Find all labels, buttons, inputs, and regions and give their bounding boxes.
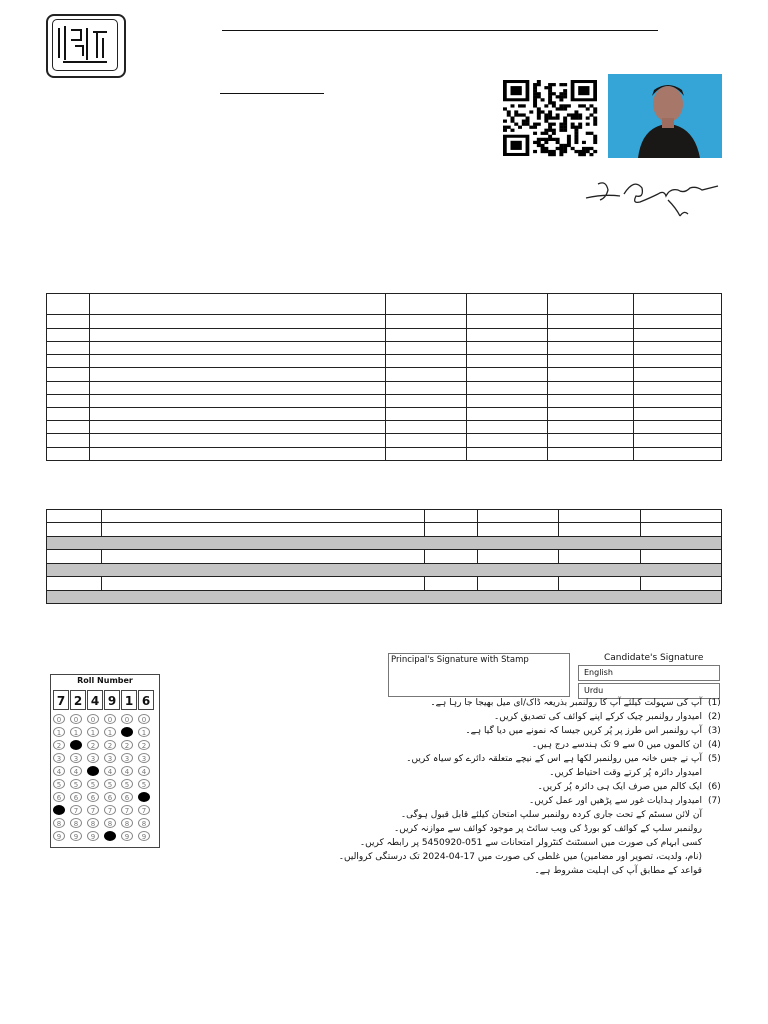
instruction-text: قواعد کے مطابق آپ کی اہلیت مشروط ہے۔ (534, 866, 702, 876)
roll-bubble: 3 (87, 753, 99, 763)
instruction-item (380, 865, 730, 879)
roll-bubble: 3 (121, 753, 133, 763)
roll-bubble: 5 (121, 779, 133, 789)
roll-bubble: 9 (70, 831, 82, 841)
roll-bubble: 1 (87, 727, 99, 737)
roll-bubble: 8 (104, 818, 116, 828)
header-line (222, 30, 658, 31)
roll-bubble: 0 (138, 714, 150, 724)
instruction-item (338, 851, 730, 865)
subheader-line (220, 93, 324, 94)
roll-bubble: 9 (87, 831, 99, 841)
table-row-separator (47, 564, 722, 577)
roll-bubble: 2 (87, 740, 99, 750)
roll-bubble: 0 (53, 714, 65, 724)
table-row (47, 381, 722, 394)
roll-digit: 4 (87, 690, 103, 710)
roll-bubble: 2 (70, 740, 82, 750)
instruction-number: (1) (708, 698, 721, 708)
roll-digit: 2 (70, 690, 86, 710)
english-label: English (584, 668, 613, 677)
roll-bubble: 7 (138, 805, 150, 815)
instruction-item (380, 739, 730, 753)
instruction-item (380, 767, 730, 781)
roll-bubble: 6 (70, 792, 82, 802)
instruction-text: امیدوار ہدایات غور سے پڑھیں اور عمل کریں۔ (529, 796, 702, 806)
table-row (47, 421, 722, 434)
roll-bubble: 7 (70, 805, 82, 815)
instruction-number: (4) (708, 740, 721, 750)
table-row (47, 447, 722, 460)
instruction-item (380, 753, 730, 767)
table-row (47, 294, 722, 315)
principal-signature-box (388, 653, 570, 697)
instruction-number: (3) (708, 726, 721, 736)
roll-bubble: 3 (138, 753, 150, 763)
roll-bubble: 3 (70, 753, 82, 763)
candidate-signature-title: Candidate's Signature (604, 653, 704, 663)
instruction-text: کسی ابہام کی صورت میں اسسٹنٹ کنٹرولر امتحانات سے 051-5450920 پر رابطہ کریں۔ (359, 838, 702, 848)
instruction-text: ایک کالم میں صرف ایک ہی دائرہ پُر کریں۔ (537, 782, 702, 792)
qr-code (503, 80, 597, 156)
roll-bubble: 3 (53, 753, 65, 763)
roll-bubble: 6 (87, 792, 99, 802)
roll-bubble: 5 (70, 779, 82, 789)
table-row (47, 315, 722, 328)
roll-bubble: 8 (138, 818, 150, 828)
subjects-table (46, 293, 722, 461)
roll-bubble: 7 (53, 805, 65, 815)
roll-bubble: 0 (87, 714, 99, 724)
table-row (47, 510, 722, 523)
roll-digits-row (50, 690, 158, 712)
roll-bubble: 1 (53, 727, 65, 737)
roll-bubble-grid (50, 712, 158, 844)
table-row (47, 355, 722, 368)
roll-bubble: 9 (104, 831, 116, 841)
instruction-text: آپ رولنمبر اس طرز پر پُر کریں جیسا کہ نمونے میں دیا گیا ہے۔ (465, 726, 702, 736)
roll-bubble: 8 (121, 818, 133, 828)
instruction-item (380, 697, 730, 711)
roll-bubble: 8 (53, 818, 65, 828)
table-row (47, 408, 722, 421)
roll-bubble: 4 (70, 766, 82, 776)
roll-bubble: 2 (138, 740, 150, 750)
roll-bubble: 7 (121, 805, 133, 815)
roll-bubble: 4 (87, 766, 99, 776)
roll-number-title: Roll Number (77, 676, 133, 685)
roll-bubble: 0 (70, 714, 82, 724)
roll-bubble: 7 (87, 805, 99, 815)
instruction-item (380, 781, 730, 795)
roll-bubble: 9 (53, 831, 65, 841)
roll-bubble: 6 (53, 792, 65, 802)
table-row (47, 434, 722, 447)
table-row (47, 523, 722, 537)
roll-bubble: 5 (138, 779, 150, 789)
instruction-item (380, 725, 730, 739)
instruction-item (359, 837, 730, 851)
table-row-separator (47, 537, 722, 550)
roll-bubble: 1 (121, 727, 133, 737)
roll-bubble: 9 (121, 831, 133, 841)
table-row-separator (47, 591, 722, 604)
principal-signature-label: Principal's Signature with Stamp (391, 655, 529, 665)
board-logo-inner (52, 19, 118, 71)
roll-bubble: 9 (138, 831, 150, 841)
roll-bubble: 4 (104, 766, 116, 776)
instruction-number: (2) (708, 712, 721, 722)
urdu-label: Urdu (584, 686, 604, 695)
roll-bubble: 1 (104, 727, 116, 737)
roll-bubble: 8 (87, 818, 99, 828)
candidate-signature-image (584, 176, 724, 222)
roll-bubble: 3 (104, 753, 116, 763)
roll-bubble: 0 (104, 714, 116, 724)
instruction-text: امیدوار دائرہ پُر کرتے وقت احتیاط کریں۔ (549, 768, 702, 778)
roll-bubble: 4 (53, 766, 65, 776)
roll-bubble: 5 (53, 779, 65, 789)
instruction-item (380, 795, 730, 809)
roll-bubble: 1 (70, 727, 82, 737)
candidate-photo (608, 74, 722, 158)
instruction-item (380, 823, 730, 837)
table-row (47, 368, 722, 381)
roll-bubble: 6 (121, 792, 133, 802)
roll-digit: 9 (104, 690, 120, 710)
table-row (47, 341, 722, 354)
roll-digit: 7 (53, 690, 69, 710)
instruction-text: امیدوار رولنمبر چیک کرکے اپنے کوائف کی تصدیق کریں۔ (494, 712, 702, 722)
table-row (47, 394, 722, 407)
table-row (47, 550, 722, 564)
roll-bubble: 4 (138, 766, 150, 776)
instruction-text: ان کالموں میں 0 سے 9 تک ہندسے درج ہیں۔ (531, 740, 702, 750)
table-row (47, 328, 722, 341)
logo-calligraphy-icon (53, 20, 117, 70)
instruction-item (380, 809, 730, 823)
instruction-text: آپ کی سہولت کیلئے آپ کا رولنمبر بذریعہ ڈاک/ای میل بھیجا جا رہا ہے۔ (430, 698, 702, 708)
roll-digit: 1 (121, 690, 137, 710)
roll-bubble: 5 (87, 779, 99, 789)
roll-bubble: 5 (104, 779, 116, 789)
instruction-number: (7) (708, 796, 721, 806)
roll-bubble: 6 (104, 792, 116, 802)
instruction-text: آپ نے جس خانہ میں رولنمبر لکھا ہے اس کے نیچے متعلقہ دائرے کو سیاہ کریں۔ (406, 754, 702, 764)
roll-bubble: 7 (104, 805, 116, 815)
schedule-table (46, 509, 722, 604)
roll-bubble: 2 (121, 740, 133, 750)
roll-bubble: 6 (138, 792, 150, 802)
instruction-item (380, 711, 730, 725)
english-signature-box (578, 665, 720, 681)
table-row (47, 577, 722, 591)
roll-digit: 6 (138, 690, 154, 710)
instruction-number: (6) (708, 782, 721, 792)
instruction-text: (نام، ولدیت، تصویر اور مضامین) میں غلطی کی صورت میں 17-04-2024 تک درستگی کروالیں۔ (338, 852, 702, 862)
roll-bubble: 2 (104, 740, 116, 750)
roll-bubble: 4 (121, 766, 133, 776)
instruction-number: (5) (708, 754, 721, 764)
roll-bubble: 2 (53, 740, 65, 750)
instructions-list (338, 697, 730, 887)
instruction-text: رولنمبر سلپ کے کوائف کو بورڈ کی ویب سائٹ پر موجود کوائف سے موازنہ کریں۔ (393, 824, 702, 834)
instruction-text: آن لائن سسٹم کے تحت جاری کردہ رولنمبر سلپ امتحان کیلئے قابل قبول ہوگی۔ (400, 810, 702, 820)
roll-bubble: 0 (121, 714, 133, 724)
roll-bubble: 8 (70, 818, 82, 828)
roll-bubble: 1 (138, 727, 150, 737)
